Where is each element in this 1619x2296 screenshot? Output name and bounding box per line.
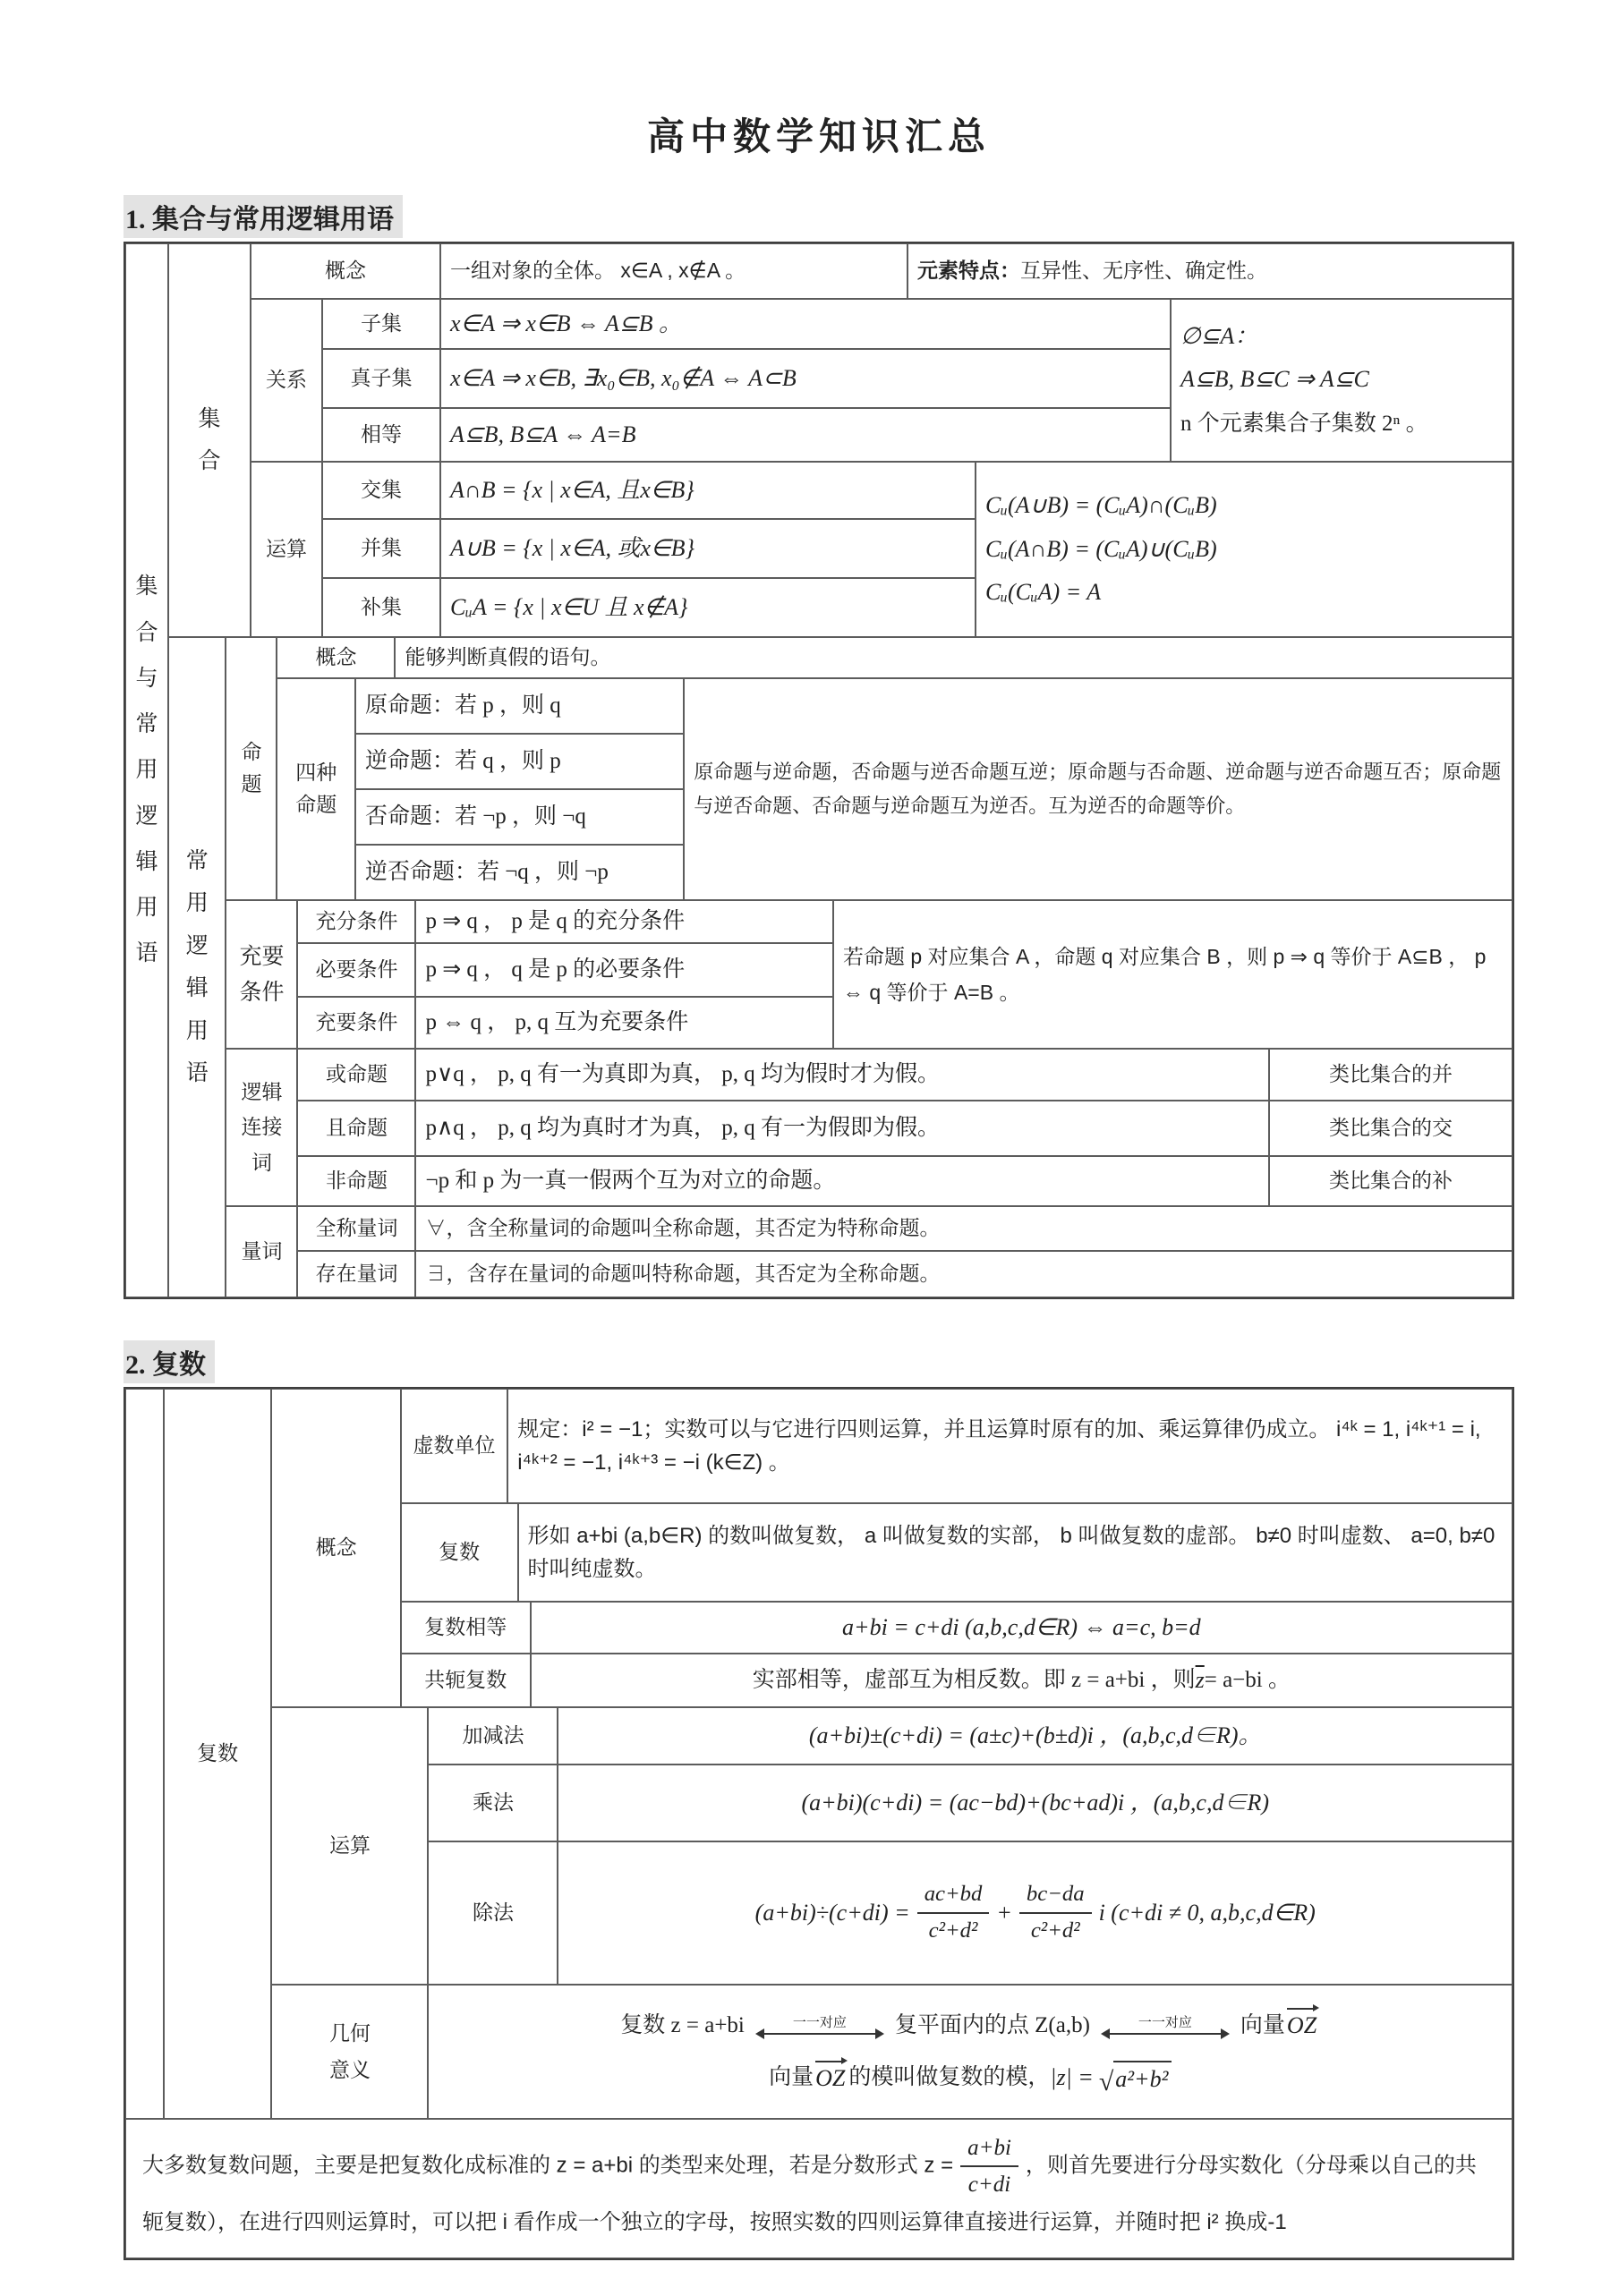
s1-logic-label: 常用逻辑用语 [185, 847, 209, 1085]
s2-concept-group [271, 1389, 1512, 1707]
s1-operation-label: 运算 [251, 462, 322, 637]
s2-geo-line2b: 的模叫做复数的模， [848, 2065, 1051, 2090]
s2-footer-post: ，则首先要进行分母实数化（分母乘以自己的共轭复数），在进行四则运算时，可以把 i 看作成一个独立的字母，按照实数的四则运算律直接进行运算，并随时把 i² 换成-1 [142, 2153, 1477, 2234]
s2-geo-line2a: 向量 [769, 2065, 814, 2090]
s1-prop-concept-label: 概念 [277, 637, 395, 678]
s2-geometry-content [428, 1985, 1512, 2119]
s2-correspondence-arrow-1 [757, 2016, 882, 2035]
section1-heading: 1. 集合与常用逻辑用语 [124, 195, 403, 238]
table-row [401, 1503, 1512, 1602]
double-arrow-icon [1103, 2033, 1228, 2035]
s1-four-prop-note: 原命题与逆命题，否命题与逆否命题互逆；原命题与否命题、逆命题与逆否命题互否；原命题与逆否命题、否命题与逆命题互为逆否。互为逆否的命题等价。 [684, 678, 1512, 900]
s1-concept-note-text: 互异性、无序性、确定性。 [1020, 259, 1267, 283]
s1-not-label: 非命题 [297, 1156, 415, 1206]
s1-not-note: 类比集合的补 [1269, 1156, 1512, 1206]
s1-set-band [168, 243, 1512, 637]
s2-geo-part2: 复平面内的点 Z(a,b) [894, 2012, 1090, 2037]
s1-relation-group [251, 299, 1512, 462]
s2-geometry-label [271, 1985, 428, 2119]
s1-connectives-label [226, 1049, 297, 1206]
table-row [401, 1389, 1512, 1503]
table-row [297, 1206, 1512, 1251]
s1-four-prop-list [355, 678, 684, 900]
s1-set-rows [251, 243, 1512, 637]
s2-conjugate-post: = a−bi 。 [1204, 1668, 1291, 1693]
s1-condition-label-text: 充要条件 [239, 944, 285, 1005]
page-title: 高中数学知识汇总 [646, 117, 991, 158]
s1-proposition-group [226, 637, 1512, 900]
s2-equality-label: 复数相等 [401, 1602, 531, 1654]
s2-conjugate-label: 共轭复数 [401, 1654, 531, 1707]
s1-prop-concept-content: 能够判断真假的语句。 [395, 637, 1512, 678]
s1-and-content: p∧q ， p, q 均为真时才为真， p, q 有一为假即为假。 [415, 1101, 1269, 1156]
s1-concept-label: 概念 [251, 243, 440, 299]
section1-table [124, 242, 1514, 1299]
s1-operation-note-line2: Cᵤ(A∩B) = (CᵤA)∪(CᵤB) [985, 535, 1217, 562]
s2-conjugate-pre: 实部相等，虚部互为相反数。即 z = a+bi ，则 [752, 1668, 1196, 1693]
s1-not-content: ¬p 和 p 为一真一假两个互为对立的命题。 [415, 1156, 1269, 1206]
s1-four-prop-label: 四种命题 [277, 678, 354, 900]
s1-operation-note-line1: Cᵤ(A∪B) = (CᵤA)∩(CᵤB) [985, 492, 1217, 519]
s2-div-den2: c²+d² [1030, 1918, 1080, 1943]
table-row [322, 299, 1171, 349]
s1-existential-content: ∃，含存在量词的命题叫特称命题，其否定为全称命题。 [415, 1251, 1512, 1297]
s1-main [168, 243, 1512, 1297]
s2-geometry-line1 [620, 2008, 1320, 2042]
s2-complex-label: 复数 [401, 1503, 518, 1602]
s1-relation-note-line1: ∅⊆A： [1180, 322, 1258, 349]
s1-iff-formula: p ⇔ q ， p, q 互为充要条件 [415, 997, 833, 1049]
s1-iff-label: 充要条件 [297, 997, 415, 1049]
s2-divide-label: 除法 [428, 1841, 558, 1985]
s2-group-label: 复数 [164, 1389, 272, 2119]
s2-addsub-label: 加减法 [428, 1707, 558, 1765]
table-row [297, 1251, 1512, 1297]
s2-equality-content: a+bi = c+di (a,b,c,d∈R) ⇔ a=c, b=d [531, 1602, 1512, 1654]
s2-multiply-label: 乘法 [428, 1765, 558, 1841]
s1-equal-label: 相等 [322, 408, 440, 462]
s1-prop-concept-row [277, 637, 1512, 678]
s1-proper-subset-label: 真子集 [322, 349, 440, 408]
s2-div-den1: c²+d² [928, 1918, 978, 1943]
s2-geo-vector-oz2: OZ [814, 2061, 848, 2095]
s2-footer-pre: 大多数复数问题，主要是把复数化成标准的 z = a+bi 的类型来处理，若是分数形式 z = [142, 2153, 954, 2178]
s2-footer-fraction [960, 2132, 1018, 2200]
s1-necessary-label: 必要条件 [297, 943, 415, 997]
table-row [322, 462, 976, 519]
s2-div-num1: ac+bd [917, 1879, 990, 1914]
table-row [297, 943, 833, 997]
s1-quantifier-label: 量词 [226, 1206, 297, 1297]
s2-geo-sqrt-content: a²+b² [1113, 2061, 1172, 2096]
s1-relation-label: 关系 [251, 299, 322, 462]
table-row [322, 519, 976, 578]
s1-complement-formula: CᵤA = {x | x∈U 且 x∉A} [440, 578, 976, 637]
s2-complex-content: 形如 a+bi (a,b∈R) 的数叫做复数， a 叫做复数的实部， b 叫做复数的虚部。 b≠0 时叫虚数、 a=0, b≠0 时叫纯虚数。 [518, 1503, 1512, 1602]
s2-geo-sqrt [1099, 2061, 1172, 2096]
s1-condition-note: 若命题 p 对应集合 A ，命题 q 对应集合 B ，则 p ⇒ q 等价于 A⊆B ， p ⇔ q 等价于 A=B 。 [833, 900, 1512, 1049]
s2-addsub-formula: (a+bi)±(c+di) = (a±c)+(b±d)i ，(a,b,c,d∈R)。 [558, 1707, 1512, 1765]
s2-concept-rows [401, 1389, 1512, 1707]
table-row [297, 1049, 1512, 1101]
double-arrow-icon [757, 2033, 882, 2035]
s1-condition-rows [297, 900, 833, 1049]
s2-div-fraction1 [917, 1879, 990, 1946]
s1-or-content: p∨q ， p, q 有一为真即为真， p, q 均为假时才为假。 [415, 1049, 1269, 1101]
table-row [297, 1101, 1512, 1156]
s1-concept-content: 一组对象的全体。 x∈A , x∉A 。 [440, 243, 907, 299]
s1-existential-label: 存在量词 [297, 1251, 415, 1297]
section2-table [124, 1387, 1514, 2260]
s1-condition-group [226, 900, 1512, 1049]
s2-imaginary-unit-content: 规定：i² = −1；实数可以与它进行四则运算，并且运算时原有的加、乘运算律仍成立。 i⁴ᵏ = 1, i⁴ᵏ⁺¹ = i, i⁴ᵏ⁺² = −1, i⁴ᵏ⁺³ = −i (k∈Z) 。 [507, 1389, 1512, 1503]
table-row [297, 900, 833, 943]
s1-union-label: 并集 [322, 519, 440, 578]
s2-correspondence-arrow-2 [1103, 2016, 1228, 2035]
s2-operation-group [271, 1707, 1512, 1985]
s2-divide-formula [558, 1841, 1512, 1985]
s2-geometry-group [271, 1985, 1512, 2119]
s1-relation-note-line2: A⊆B, B⊆C ⇒ A⊆C [1180, 366, 1369, 393]
s1-universal-label: 全称量词 [297, 1206, 415, 1251]
s1-sufficient-formula: p ⇒ q ， p 是 q 的充分条件 [415, 900, 833, 943]
s1-logic-rows [226, 637, 1512, 1297]
s2-div-fraction2 [1019, 1879, 1092, 1946]
s1-relation-note-line3: n 个元素集合子集数 2ⁿ 。 [1180, 411, 1428, 436]
s1-converse-prop: 逆命题：若 q ，则 p [355, 734, 684, 789]
s1-set-label: 集合 [198, 405, 221, 473]
s1-logic-band [168, 637, 1512, 1297]
s2-geo-part1: 复数 z = a+bi [620, 2012, 745, 2037]
s1-relation-rows [322, 299, 1171, 462]
s1-and-label: 且命题 [297, 1101, 415, 1156]
s1-complement-label: 补集 [322, 578, 440, 637]
section2-heading: 2. 复数 [124, 1340, 215, 1383]
s1-connectives-label-text: 逻辑连接词 [241, 1080, 283, 1174]
s1-and-note: 类比集合的交 [1269, 1101, 1512, 1156]
s2-operation-rows [428, 1707, 1512, 1985]
s1-proposition-label: 命题 [226, 637, 277, 900]
s2-main [271, 1389, 1512, 2119]
table-row [428, 1765, 1512, 1841]
s2-div-prefix: (a+bi)÷(c+di) = [754, 1899, 910, 1926]
table-row [401, 1654, 1512, 1707]
table-row [401, 1602, 1512, 1654]
s1-proposition-inner [277, 637, 1512, 900]
s2-geometry-line2 [769, 2061, 1172, 2096]
s1-or-note: 类比集合的并 [1269, 1049, 1512, 1101]
s2-multiply-formula: (a+bi)(c+di) = (ac−bd)+(bc+ad)i ，(a,b,c,d∈R) [558, 1765, 1512, 1841]
s1-quantifier-rows [297, 1206, 1512, 1297]
table-row [322, 408, 1171, 462]
s2-geo-modulus: |z| = [1050, 2064, 1094, 2090]
s1-or-label: 或命题 [297, 1049, 415, 1101]
s1-operation-group [251, 462, 1512, 637]
s2-div-suffix: i (c+di ≠ 0, a,b,c,d∈R) [1098, 1899, 1316, 1926]
s1-proper-subset-formula: x∈A ⇒ x∈B, ∃x₀∈B, x₀∉A ⇔ A⊂B [440, 349, 1171, 408]
s1-contrapositive-prop: 逆否命题：若 ¬q ，则 ¬p [355, 845, 684, 900]
s2-div-num2: bc−da [1019, 1879, 1092, 1914]
sqrt-icon: √ [1098, 2066, 1114, 2096]
s2-corr-label-2: 一一对应 [1138, 2016, 1192, 2031]
table-row [297, 1156, 1512, 1206]
s2-body [125, 1389, 1512, 2119]
s1-quantifier-group [226, 1206, 1512, 1297]
table-row [322, 578, 976, 637]
s1-condition-label [226, 900, 297, 1049]
s2-geometry-label-text: 几何意义 [328, 2020, 371, 2081]
table-row [322, 349, 1171, 408]
s1-concept-note-label: 元素特点： [917, 259, 1020, 283]
s2-div-plus: + [996, 1899, 1012, 1926]
s1-four-prop-row [277, 678, 1512, 900]
s1-equal-formula: A⊆B, B⊆A ⇔ A=B [440, 408, 1171, 462]
s2-spacer-col [125, 1389, 164, 2119]
s2-footer-den: c+di [967, 2173, 1011, 2197]
table-row [428, 1841, 1512, 1985]
s1-logic-label-cell [168, 637, 226, 1297]
s1-side-label: 集合与常用逻辑用语 [135, 574, 158, 966]
s1-operation-note [976, 462, 1512, 637]
s1-relation-note [1171, 299, 1512, 462]
table-row [428, 1707, 1512, 1765]
s1-intersect-formula: A∩B = {x | x∈A, 且x∈B} [440, 462, 976, 519]
s2-corr-label-1: 一一对应 [792, 2016, 847, 2031]
s1-connectives-group [226, 1049, 1512, 1206]
s1-union-formula: A∪B = {x | x∈A, 或x∈B} [440, 519, 976, 578]
s1-subset-formula: x∈A ⇒ x∈B ⇔ A⊆B 。 [440, 299, 1171, 349]
s1-intersect-label: 交集 [322, 462, 440, 519]
table-row [297, 997, 833, 1049]
s1-connectives-rows [297, 1049, 1512, 1206]
s1-operation-rows [322, 462, 976, 637]
s1-concept-note [907, 243, 1512, 299]
s2-concept-label: 概念 [271, 1389, 400, 1707]
s2-geo-vector-oz: OZ [1285, 2008, 1320, 2042]
s2-footer-paragraph [125, 2119, 1512, 2258]
s1-operation-note-line3: Cᵤ(CᵤA) = A [985, 579, 1102, 606]
s1-set-label-cell [168, 243, 251, 637]
s2-footer-num: a+bi [960, 2132, 1018, 2167]
s1-sufficient-label: 充分条件 [297, 900, 415, 943]
s1-necessary-formula: p ⇒ q ， q 是 p 的必要条件 [415, 943, 833, 997]
s2-conjugate-zbar: $\overline{z}$ [1195, 1666, 1205, 1693]
s2-operation-label: 运算 [271, 1707, 428, 1985]
s2-conjugate-content [531, 1654, 1512, 1707]
s2-imaginary-unit-label: 虚数单位 [401, 1389, 508, 1503]
s1-side-label-cell [125, 243, 168, 1297]
s1-subset-label: 子集 [322, 299, 440, 349]
s1-original-prop: 原命题：若 p ，则 q [355, 678, 684, 734]
s1-universal-content: ∀，含全称量词的命题叫全称命题，其否定为特称命题。 [415, 1206, 1512, 1251]
s2-geo-part3: 向量 [1240, 2012, 1285, 2037]
section-gap [124, 1299, 1514, 1340]
s1-negation-prop: 否命题：若 ¬p ，则 ¬q [355, 789, 684, 845]
s1-concept-row [251, 243, 1512, 299]
